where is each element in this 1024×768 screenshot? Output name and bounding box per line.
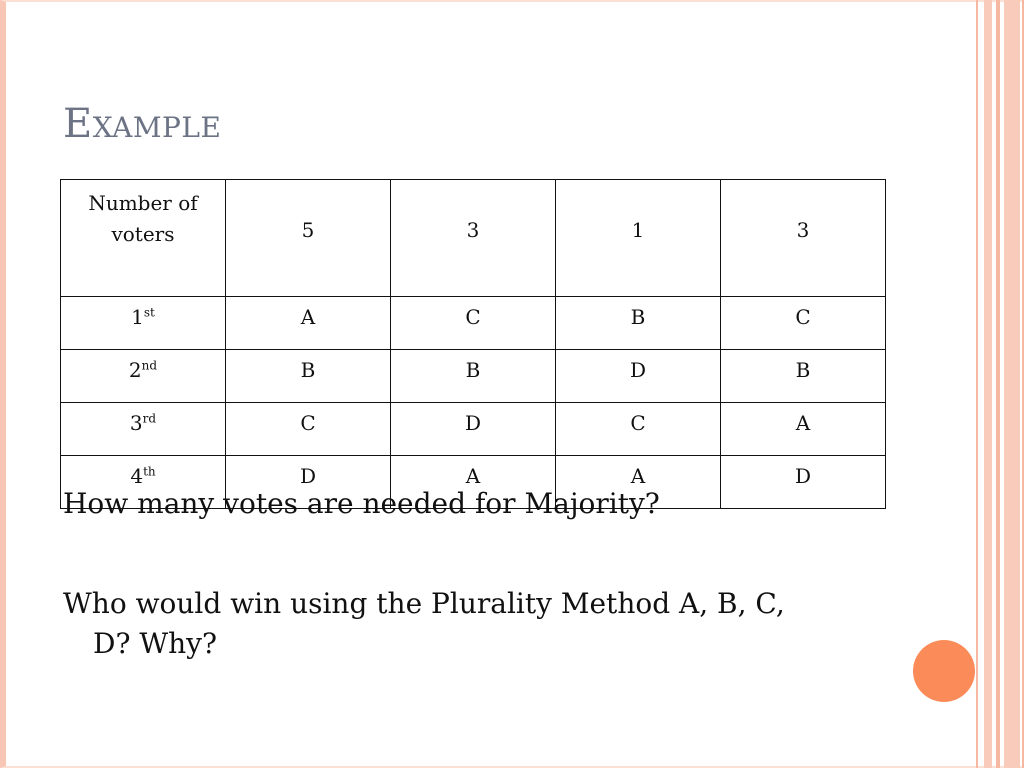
voter-count-cell: 3	[721, 180, 886, 297]
table-row	[61, 297, 886, 350]
choice-cell: D	[391, 403, 556, 456]
preference-table	[60, 179, 886, 509]
header-label-cell: Number of voters	[61, 180, 226, 297]
table-header-row	[61, 180, 886, 297]
stripe	[996, 0, 1000, 768]
choice-cell: C	[226, 403, 391, 456]
rank-number: 1	[131, 305, 144, 329]
rank-suffix: nd	[141, 358, 158, 373]
table-row	[61, 350, 886, 403]
choice-cell: C	[391, 297, 556, 350]
rank-suffix: th	[143, 464, 156, 479]
choice-cell: C	[721, 297, 886, 350]
table-row	[61, 403, 886, 456]
rank-number: 4	[130, 464, 144, 488]
question-plurality-line-1: Who would win using the Plurality Method A, B, C,	[63, 587, 785, 620]
choice-cell: A	[391, 456, 556, 509]
stripe	[984, 0, 992, 768]
choice-cell: C	[556, 403, 721, 456]
rank-cell	[61, 297, 226, 350]
choice-cell: D	[226, 456, 391, 509]
slide-title: Example	[63, 101, 222, 147]
voter-count-cell: 5	[226, 180, 391, 297]
stripe	[1004, 0, 1020, 768]
rank-cell	[61, 403, 226, 456]
voter-count-cell: 1	[556, 180, 721, 297]
decorative-accent-circle	[913, 640, 975, 702]
voter-count-cell: 3	[391, 180, 556, 297]
question-majority: How many votes are needed for Majority?	[63, 487, 660, 520]
choice-cell: B	[721, 350, 886, 403]
rank-suffix: rd	[142, 411, 157, 426]
choice-cell: D	[556, 350, 721, 403]
choice-cell: B	[391, 350, 556, 403]
stripe	[976, 0, 978, 768]
rank-number: 2	[128, 358, 142, 382]
choice-cell: A	[721, 403, 886, 456]
question-plurality-line-2: D? Why?	[93, 627, 218, 660]
rank-cell	[61, 350, 226, 403]
rank-suffix: st	[143, 305, 155, 320]
choice-cell: B	[556, 297, 721, 350]
choice-cell: B	[226, 350, 391, 403]
choice-cell: A	[556, 456, 721, 509]
rank-number: 3	[129, 411, 143, 435]
question-plurality	[63, 584, 923, 664]
choice-cell: A	[226, 297, 391, 350]
decorative-side-stripes	[976, 0, 1024, 768]
choice-cell: D	[721, 456, 886, 509]
